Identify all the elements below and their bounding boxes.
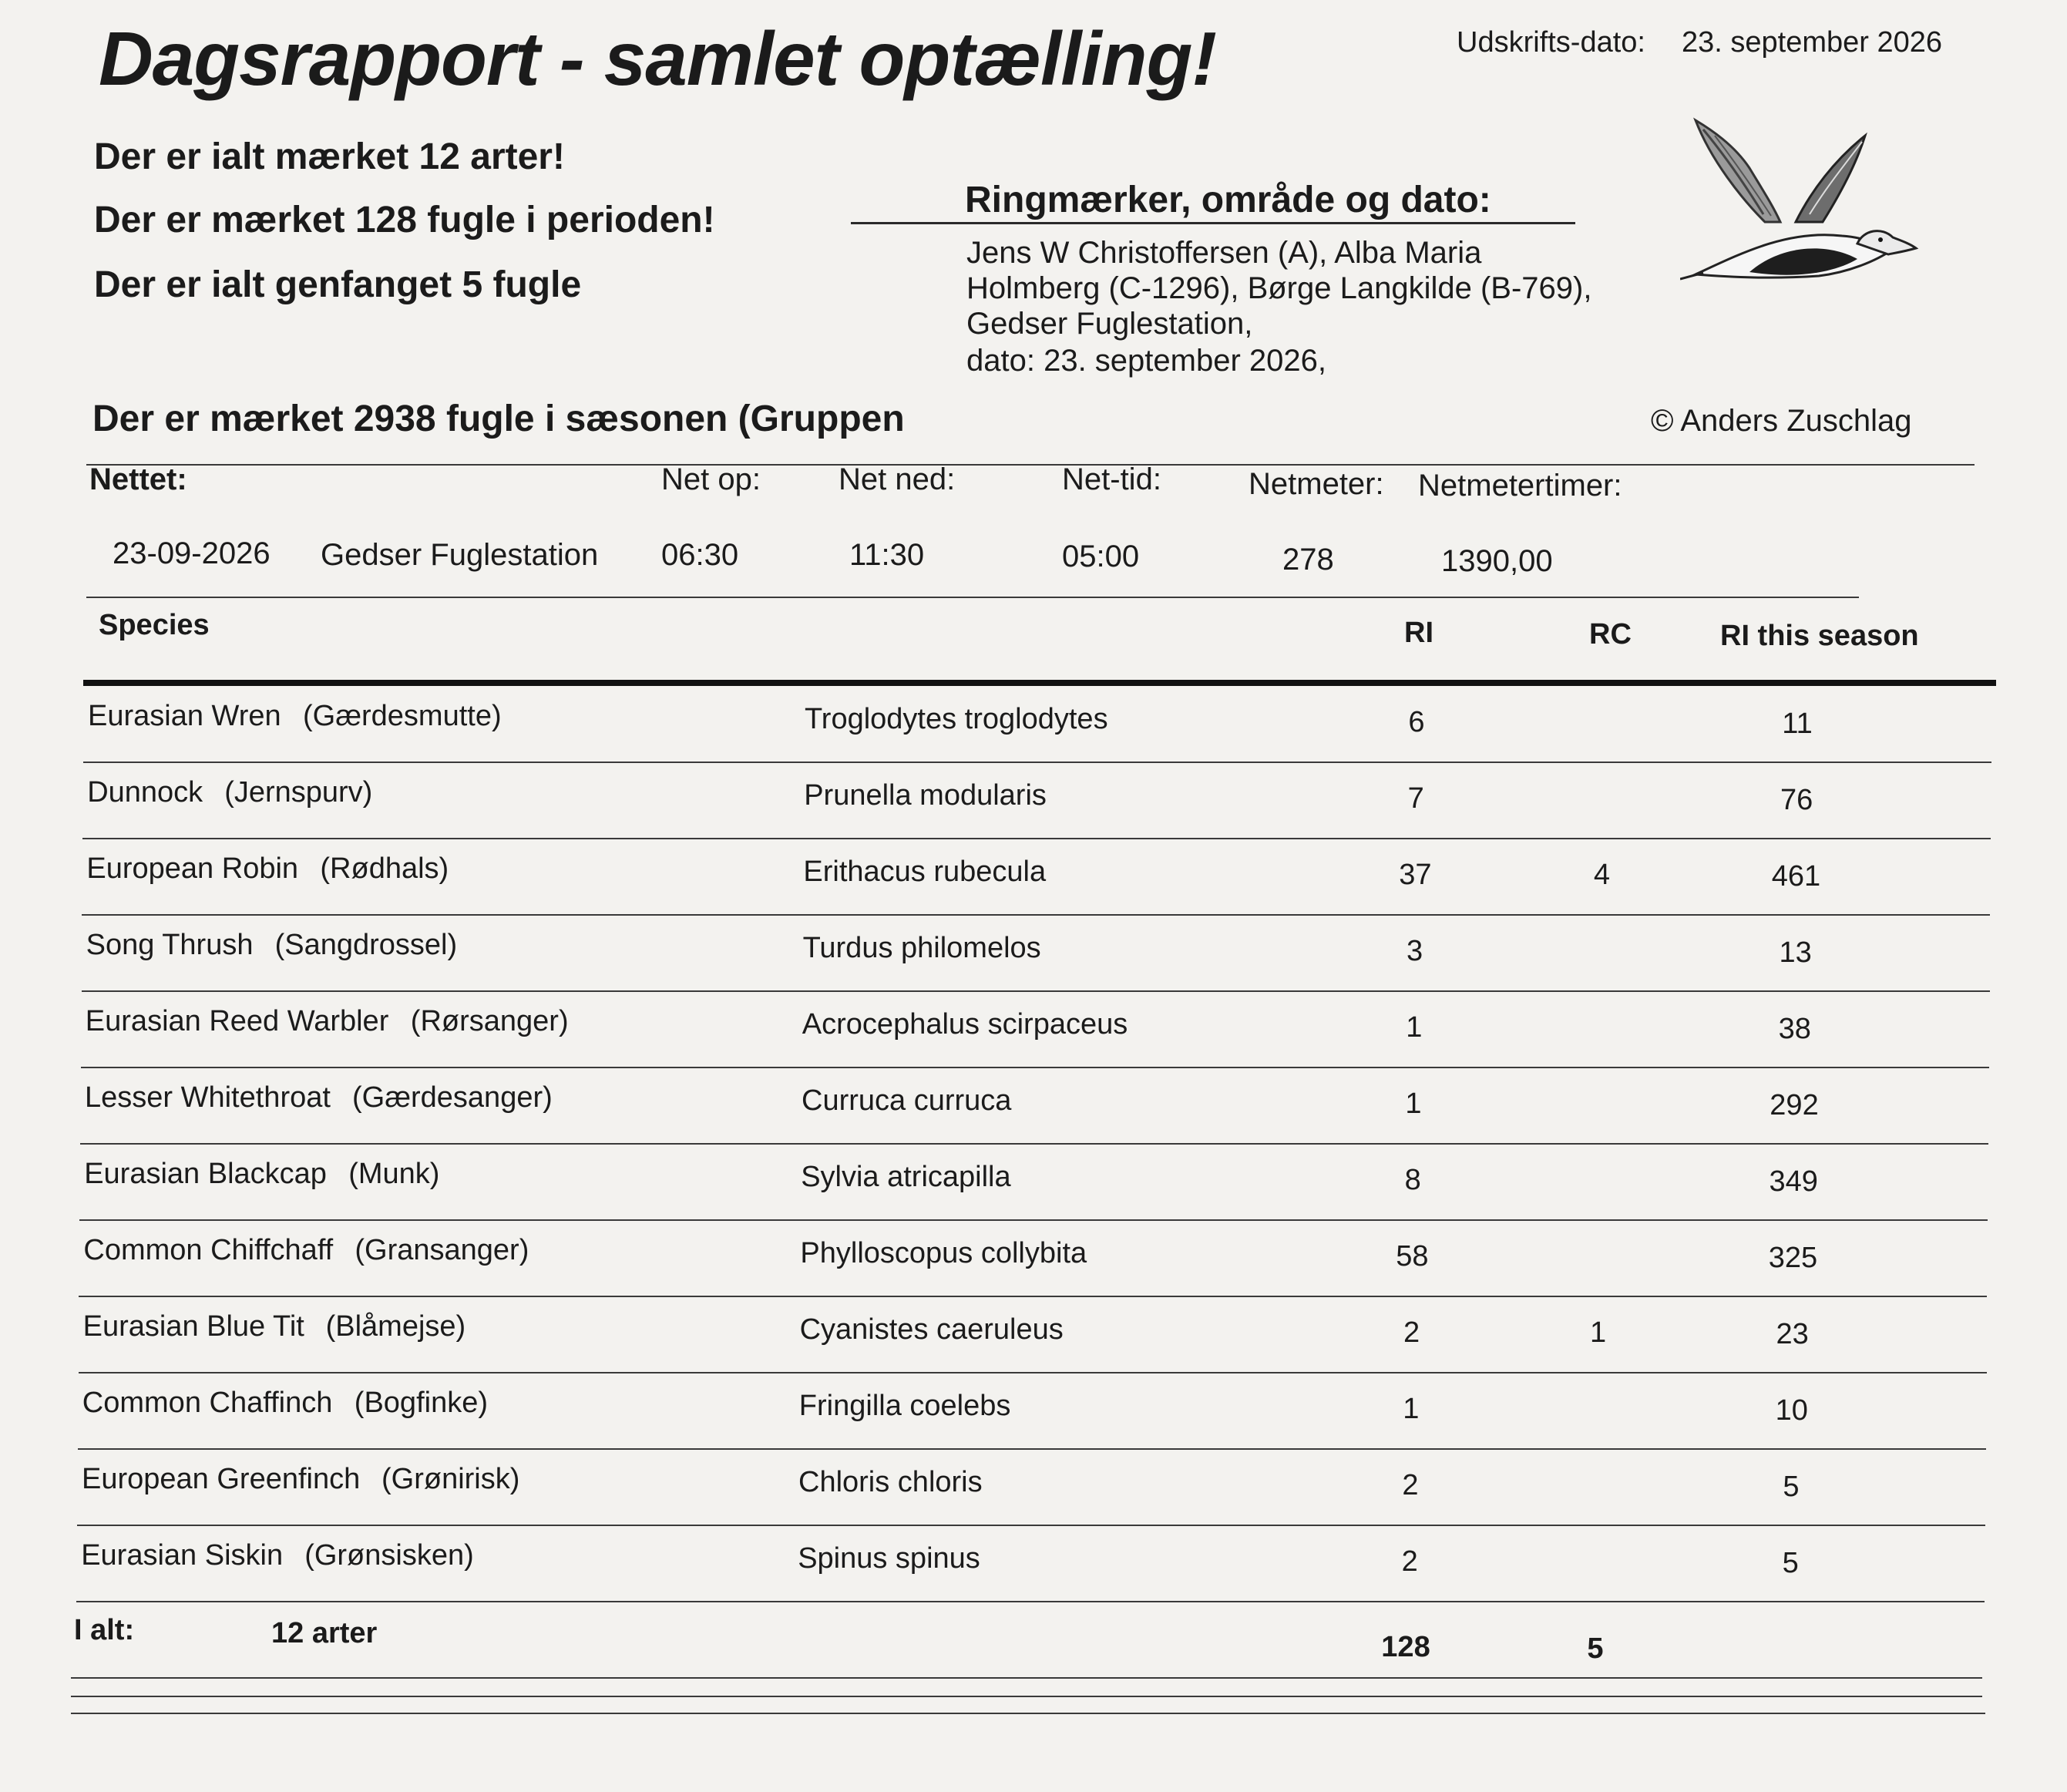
net-date: 23-09-2026 xyxy=(113,536,271,570)
species-danish-name: (Sangdrossel) xyxy=(274,929,458,961)
column-header-ri-season: RI this season xyxy=(1720,620,1919,652)
ri-count: 37 xyxy=(1399,859,1432,891)
ri-count: 2 xyxy=(1402,1469,1419,1501)
species-danish-name: (Rørsanger) xyxy=(410,1005,569,1037)
ringers-title: Ringmærker, område og dato: xyxy=(965,180,1491,220)
ringers-line: Jens W Christoffersen (A), Alba Maria xyxy=(966,236,1482,270)
total-species: 12 arter xyxy=(271,1617,378,1649)
species-latin-name: Chloris chloris xyxy=(798,1466,983,1498)
species-latin-name: Erithacus rubecula xyxy=(803,856,1047,888)
net-up-time: 06:30 xyxy=(661,538,739,572)
species-english-name: Eurasian Reed Warbler xyxy=(85,1005,389,1037)
ri-count: 58 xyxy=(1396,1240,1429,1273)
species-latin-name: Prunella modularis xyxy=(804,779,1047,812)
print-date-label: Udskrifts-dato: xyxy=(1457,26,1645,59)
species-english-name: Eurasian Siskin xyxy=(81,1539,284,1572)
species-english-name: Lesser Whitethroat xyxy=(85,1081,331,1114)
net-meter-hours-label: Netmetertimer: xyxy=(1418,469,1622,503)
species-latin-name: Turdus philomelos xyxy=(802,932,1041,964)
net-down-time: 11:30 xyxy=(849,538,925,572)
species-danish-name: (Grønirisk) xyxy=(381,1463,520,1495)
ri-season-count: 76 xyxy=(1780,784,1813,816)
ri-count: 3 xyxy=(1407,935,1423,967)
row-divider xyxy=(79,1296,1987,1297)
total-label: I alt: xyxy=(74,1614,135,1646)
species-english-name: Common Chaffinch xyxy=(82,1387,333,1419)
species-english-name: Eurasian Wren xyxy=(88,700,281,732)
ri-season-count: 349 xyxy=(1769,1165,1818,1198)
summary-species-count: Der er ialt mærket 12 arter! xyxy=(94,136,565,177)
ri-season-count: 325 xyxy=(1768,1242,1818,1274)
net-meters-label: Netmeter: xyxy=(1249,467,1384,501)
summary-season-count: Der er mærket 2938 fugle i sæsonen (Gruppen xyxy=(92,398,905,439)
net-meters: 278 xyxy=(1282,543,1334,577)
column-header-species: Species xyxy=(99,609,210,641)
ri-season-count: 23 xyxy=(1776,1318,1809,1350)
species-latin-name: Fringilla coelebs xyxy=(798,1390,1011,1422)
ri-season-count: 5 xyxy=(1782,1547,1799,1579)
summary-birds-count: Der er mærket 128 fugle i perioden! xyxy=(94,200,715,240)
species-latin-name: Troglodytes troglodytes xyxy=(805,703,1108,735)
divider xyxy=(71,1713,1985,1714)
species-danish-name: (Munk) xyxy=(348,1158,440,1190)
species-latin-name: Phylloscopus collybita xyxy=(800,1237,1087,1269)
ri-count: 1 xyxy=(1405,1088,1422,1120)
species-english-name: Eurasian Blue Tit xyxy=(82,1310,304,1343)
ri-season-count: 10 xyxy=(1775,1394,1808,1427)
eider-duck-illustration xyxy=(1680,114,1919,291)
ri-count: 1 xyxy=(1406,1011,1423,1044)
divider xyxy=(71,1696,1982,1697)
row-divider xyxy=(79,1372,1987,1373)
copyright-notice: © Anders Zuschlag xyxy=(1651,404,1912,438)
row-divider xyxy=(81,1067,1989,1068)
ri-count: 6 xyxy=(1408,706,1425,738)
species-danish-name: (Blåmejse) xyxy=(325,1310,466,1343)
row-divider xyxy=(83,762,1991,763)
ringers-line: Holmberg (C-1296), Børge Langkilde (B-769), xyxy=(966,271,1592,305)
net-duration: 05:00 xyxy=(1062,540,1140,573)
net-down-label: Net ned: xyxy=(839,462,956,496)
ri-count: 2 xyxy=(1401,1545,1418,1578)
page-title: Dagsrapport - samlet optælling! xyxy=(99,16,1217,101)
species-latin-name: Spinus spinus xyxy=(798,1542,980,1575)
total-ri: 128 xyxy=(1381,1631,1430,1663)
row-divider xyxy=(80,1143,1988,1145)
species-english-name: Song Thrush xyxy=(86,929,254,961)
column-header-rc: RC xyxy=(1589,618,1632,651)
divider xyxy=(86,464,1975,466)
rc-count: 1 xyxy=(1590,1316,1607,1349)
species-latin-name: Cyanistes caeruleus xyxy=(799,1313,1064,1346)
header-rule xyxy=(83,680,1996,686)
ringers-underline xyxy=(851,222,1575,224)
species-danish-name: (Gærdesanger) xyxy=(352,1081,553,1114)
print-date: 23. september 2026 xyxy=(1682,26,1943,59)
net-up-label: Net op: xyxy=(661,462,761,496)
row-divider xyxy=(82,914,1990,916)
species-danish-name: (Bogfinke) xyxy=(354,1387,488,1419)
ri-count: 1 xyxy=(1403,1393,1420,1425)
ringers-line: dato: 23. september 2026, xyxy=(966,344,1326,378)
species-danish-name: (Jernspurv) xyxy=(224,776,373,809)
rc-count: 4 xyxy=(1593,859,1610,891)
ri-season-count: 11 xyxy=(1782,708,1813,740)
species-danish-name: (Gransanger) xyxy=(355,1234,529,1266)
ringers-line: Gedser Fuglestation, xyxy=(966,307,1253,341)
row-divider xyxy=(78,1448,1986,1450)
row-divider xyxy=(82,838,1991,839)
net-place: Gedser Fuglestation xyxy=(321,538,599,572)
ri-season-count: 292 xyxy=(1770,1089,1819,1121)
row-divider xyxy=(76,1601,1985,1602)
species-english-name: Eurasian Blackcap xyxy=(84,1158,327,1190)
summary-recaptured-count: Der er ialt genfanget 5 fugle xyxy=(94,264,582,305)
species-latin-name: Acrocephalus scirpaceus xyxy=(802,1008,1128,1041)
species-english-name: European Robin xyxy=(86,852,299,885)
species-danish-name: (Gærdesmutte) xyxy=(303,700,502,732)
divider xyxy=(71,1677,1982,1679)
net-label: Nettet: xyxy=(89,462,187,496)
species-danish-name: (Grønsisken) xyxy=(304,1539,474,1572)
ri-season-count: 5 xyxy=(1783,1471,1800,1503)
row-divider xyxy=(79,1219,1988,1221)
column-header-ri: RI xyxy=(1404,617,1433,649)
row-divider xyxy=(77,1525,1985,1526)
species-latin-name: Curruca curruca xyxy=(802,1084,1012,1117)
ri-season-count: 38 xyxy=(1778,1013,1811,1045)
ri-count: 8 xyxy=(1404,1164,1421,1196)
species-english-name: European Greenfinch xyxy=(82,1463,361,1495)
divider xyxy=(86,597,1859,598)
species-latin-name: Sylvia atricapilla xyxy=(801,1161,1011,1193)
ri-season-count: 461 xyxy=(1771,860,1821,893)
species-english-name: Dunnock xyxy=(87,776,203,809)
species-english-name: Common Chiffchaff xyxy=(83,1234,334,1266)
species-danish-name: (Rødhals) xyxy=(320,852,449,885)
ri-season-count: 13 xyxy=(1779,936,1812,969)
ri-count: 2 xyxy=(1403,1316,1420,1349)
ri-count: 7 xyxy=(1407,782,1424,815)
net-time-label: Net-tid: xyxy=(1062,462,1161,496)
net-meter-hours: 1390,00 xyxy=(1441,544,1553,578)
total-rc: 5 xyxy=(1587,1632,1604,1665)
row-divider xyxy=(82,990,1990,992)
